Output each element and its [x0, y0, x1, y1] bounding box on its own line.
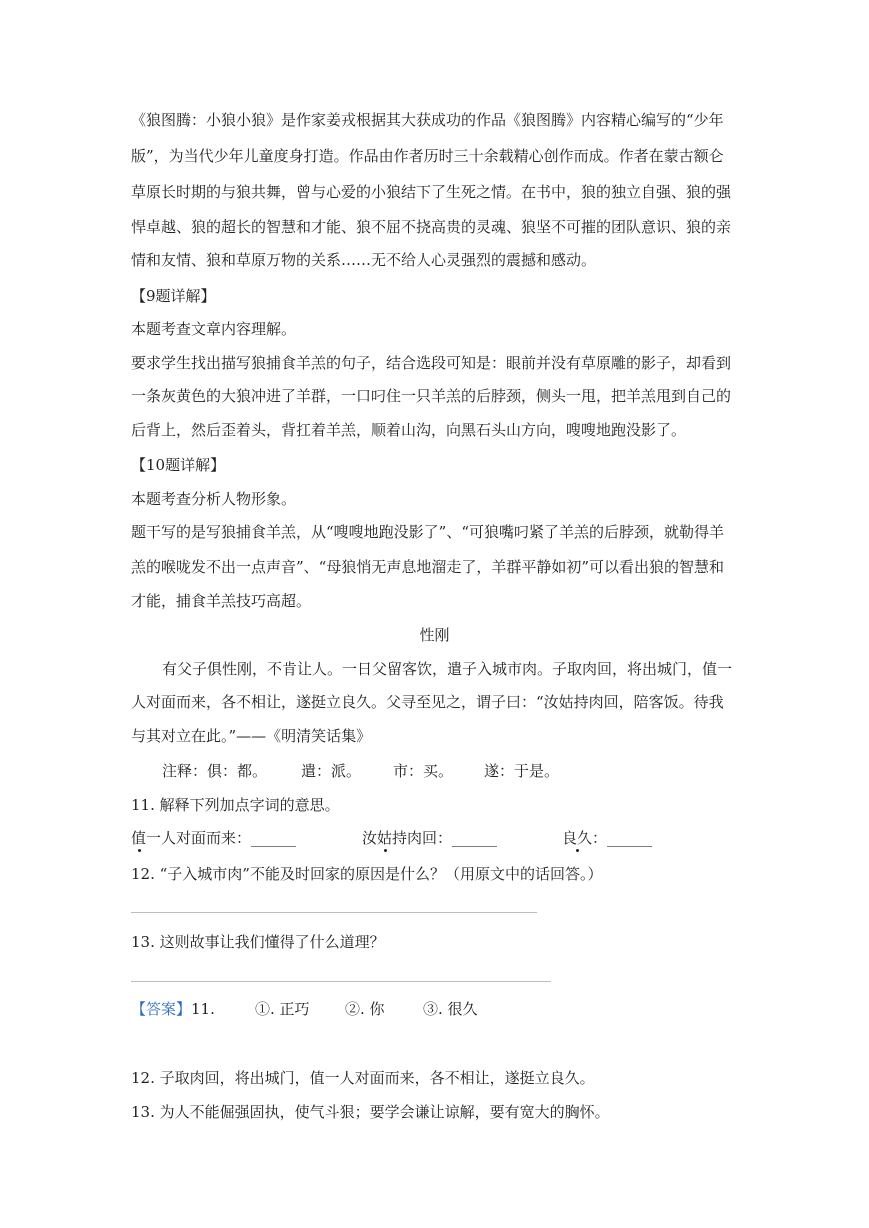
q10-line: 才能，捕食羊羔技巧高超。	[131, 592, 312, 610]
story-title: 性刚	[419, 626, 450, 644]
dotted-char: 姑	[377, 829, 393, 847]
answer-q11-num: 11.	[191, 1000, 215, 1018]
story-line: 有父子俱性刚，不肯让人。一日父留客饮，遣子入城市肉。子取肉回，将出城门，值一	[162, 660, 733, 678]
story-line: 与其对立在此。”——《明清笑话集》	[131, 727, 372, 745]
intro-line: 《狼图腾：小狼小狼》是作家姜戎根据其大获成功的作品《狼图腾》内容精心编写的“少年	[131, 111, 724, 129]
intro-line: 悍卓越、狼的超长的智慧和才能、狼不屈不挠高贵的灵魂、狼坚不可摧的团队意识、狼的亲	[131, 218, 732, 236]
dotted-char: 值	[131, 829, 147, 847]
answer-blank[interactable]: ______	[607, 829, 653, 847]
q10-topic: 本题考查分析人物形象。	[131, 490, 297, 508]
note-1: 注释：俱：都。	[162, 762, 268, 780]
q9-line: 一条灰黄色的大狼冲进了羊群，一口叼住一只羊羔的后脖颈，侧头一甩，把羊羔甩到自己的	[131, 387, 732, 405]
answer-part-3: ③. 很久	[423, 1000, 478, 1018]
q11-prompt: 11. 解释下列加点字词的意思。	[131, 796, 340, 814]
q11-item-2: 汝姑持肉回：______	[362, 829, 498, 847]
answer-blank[interactable]: ______	[251, 829, 297, 847]
dotted-char: 良久	[562, 829, 593, 847]
intro-line: 草原长时期的与狼共舞，曾与心爱的小狼结下了生死之情。在书中，狼的独立自强、狼的强	[131, 183, 732, 201]
answer-12: 12. 子取肉回，将出城门，值一人对面而来，各不相让，遂挺立良久。	[131, 1069, 595, 1087]
q10-line: 羔的喉咙发不出一点声音”、“母狼悄无声息地溜走了，羊群平静如初”可以看出狼的智慧和	[131, 558, 725, 576]
q10-heading: 【10题详解】	[131, 456, 226, 474]
q9-line: 后背上，然后歪着头，背扛着羊羔，顺着山沟，向黑石头山方向，嗖嗖地跑没影了。	[131, 421, 687, 439]
q10-line: 题干写的是写狼捕食羊羔，从“嗖嗖地跑没影了”、“可狼嘴叼紧了羊羔的后脖颈，就勒得羊	[131, 523, 725, 541]
note-4: 遂：于是。	[484, 762, 560, 780]
q12-prompt: 12. “子入城市肉”不能及时回家的原因是什么？（用原文中的话回答。）	[131, 865, 603, 883]
answer-part-1: ①. 正巧	[255, 1000, 310, 1018]
answer-13: 13. 为人不能倔强固执，使气斗狠；要学会谦让谅解，要有宽大的胸怀。	[131, 1103, 610, 1121]
q11-item-3: 良久：______	[562, 829, 653, 847]
answer-blank[interactable]: ______	[452, 829, 498, 847]
answer-label: 【答案】	[131, 1000, 192, 1018]
note-2: 遣：派。	[301, 762, 362, 780]
answer-part-2: ②. 你	[345, 1000, 385, 1018]
answer-row	[131, 999, 215, 1019]
answer-line[interactable]	[131, 912, 537, 913]
intro-line: 情和友情、狼和草原万物的关系……无不给人心灵强烈的震撼和感动。	[131, 251, 597, 269]
intro-line: 版”，为当代少年儿童度身打造。作品由作者历时三十余载精心创作而成。作者在蒙古额仑	[131, 147, 724, 165]
q13-prompt: 13. 这则故事让我们懂得了什么道理？	[131, 933, 385, 951]
q9-line: 要求学生找出描写狼捕食羊羔的句子，结合选段可知是：眼前并没有草原雕的影子，却看到	[131, 354, 732, 372]
q9-heading: 【9题详解】	[131, 287, 216, 305]
note-3: 市：买。	[393, 762, 454, 780]
story-line: 人对面而来，各不相让，遂挺立良久。父寻至见之，谓子曰：“汝姑持肉回，陪客饭。待我	[131, 693, 724, 711]
q11-item-1: 值一人对面而来：______	[131, 829, 297, 847]
q9-topic: 本题考查文章内容理解。	[131, 320, 297, 338]
answer-line[interactable]	[131, 981, 551, 982]
